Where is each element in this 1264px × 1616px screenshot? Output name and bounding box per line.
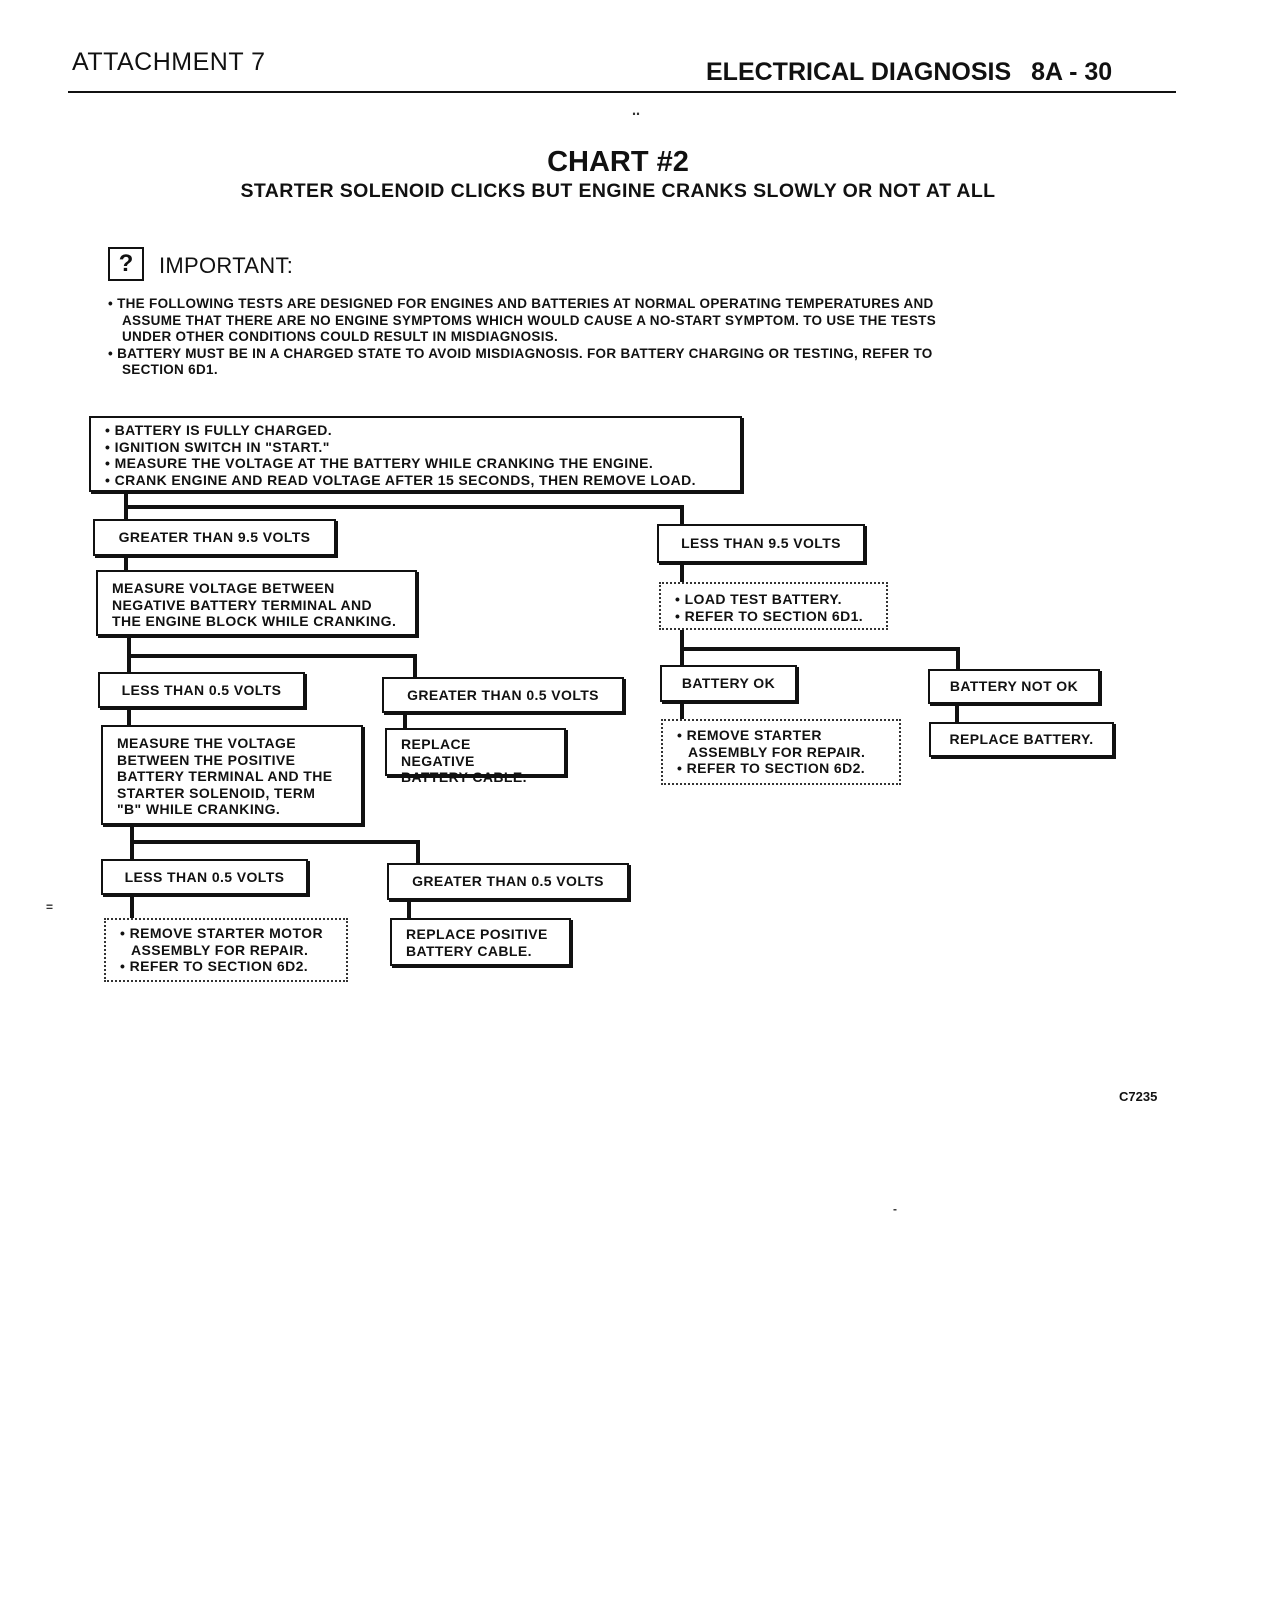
less-than-0-5-volts-box-a: LESS THAN 0.5 VOLTS — [98, 672, 305, 708]
important-notes — [108, 296, 988, 379]
box-text: MEASURE THE VOLTAGE BETWEEN THE POSITIVE BATTERY TERMINAL AND THE STARTER SOLENOID, TERM "B" WHILE CRANKING. — [117, 735, 333, 817]
box-text: REPLACE NEGATIVE BATTERY CABLE. — [401, 736, 527, 785]
less-than-9-5-volts-box: LESS THAN 9.5 VOLTS — [657, 524, 865, 563]
replace-negative-cable-box — [385, 728, 566, 785]
important-icon: ? — [108, 247, 144, 281]
condition-line: • CRANK ENGINE AND READ VOLTAGE AFTER 15 SECONDS, THEN REMOVE LOAD. — [105, 471, 696, 488]
measure-negative-terminal-box — [96, 570, 417, 636]
connector — [416, 840, 420, 865]
step-line: • REFER TO SECTION 6D1. — [675, 607, 864, 624]
step-line: • REMOVE STARTER MOTOR ASSEMBLY FOR REPAIR. — [120, 925, 323, 958]
greater-than-0-5-volts-box-a: GREATER THAN 0.5 VOLTS — [382, 677, 624, 713]
attachment-label: ATTACHMENT 7 — [72, 48, 266, 76]
speck-mark: - — [893, 1202, 897, 1216]
connector — [680, 647, 960, 651]
connector — [130, 895, 134, 919]
connector — [956, 647, 960, 671]
section-title: ELECTRICAL DIAGNOSIS — [706, 58, 1012, 86]
step-line: • LOAD TEST BATTERY. — [675, 591, 842, 607]
connector — [130, 840, 420, 844]
condition-line: • IGNITION SWITCH IN "START." — [105, 438, 330, 455]
box-text: MEASURE VOLTAGE BETWEEN NEGATIVE BATTERY TERMINAL AND THE ENGINE BLOCK WHILE CRANKING. — [112, 580, 397, 629]
important-note: • THE FOLLOWING TESTS ARE DESIGNED FOR ENGINES AND BATTERIES AT NORMAL OPERATING TEMPERATURES AND ASSUME THAT THERE ARE NO ENGINE SYMPTOMS WHICH WOULD CAUSE A NO-START SYMPTOM. TO USE THE TESTS UNDER OTHER CONDITIONS COULD RESULT IN MISDIAGNOSIS. — [108, 296, 937, 344]
measure-positive-terminal-box — [101, 725, 363, 825]
condition-line: • MEASURE THE VOLTAGE AT THE BATTERY WHILE CRANKING THE ENGINE. — [105, 455, 654, 471]
connector — [955, 704, 959, 722]
replace-battery-box: REPLACE BATTERY. — [929, 722, 1114, 757]
greater-than-9-5-volts-box: GREATER THAN 9.5 VOLTS — [93, 519, 336, 556]
condition-line: • BATTERY IS FULLY CHARGED. — [105, 422, 333, 438]
chart-subtitle: STARTER SOLENOID CLICKS BUT ENGINE CRANKS SLOWLY OR NOT AT ALL — [240, 180, 996, 202]
connector — [407, 900, 411, 920]
greater-than-0-5-volts-box-b: GREATER THAN 0.5 VOLTS — [387, 863, 629, 900]
connector — [127, 654, 417, 658]
section-header — [706, 58, 1112, 87]
important-label: IMPORTANT: — [159, 253, 294, 278]
important-note: • BATTERY MUST BE IN A CHARGED STATE TO AVOID MISDIAGNOSIS. FOR BATTERY CHARGING OR TESTING, REFER TO SECTION 6D1. — [108, 345, 933, 377]
remove-starter-assembly-box — [661, 719, 901, 785]
header-rule — [68, 91, 1176, 93]
battery-not-ok-box: BATTERY NOT OK — [928, 669, 1100, 704]
page-number: 8A - 30 — [1031, 58, 1113, 86]
load-test-battery-box — [659, 582, 888, 630]
step-line: • REFER TO SECTION 6D2. — [677, 760, 866, 776]
speck-mark: ‥ — [632, 104, 641, 118]
step-line: • REMOVE STARTER ASSEMBLY FOR REPAIR. — [677, 727, 866, 760]
box-text: REPLACE POSITIVE BATTERY CABLE. — [406, 926, 548, 959]
remove-starter-motor-box — [104, 918, 348, 982]
initial-conditions-box — [89, 416, 742, 492]
step-line: • REFER TO SECTION 6D2. — [120, 958, 309, 974]
battery-ok-box: BATTERY OK — [660, 665, 797, 702]
connector — [413, 654, 417, 678]
margin-mark: = — [46, 900, 54, 914]
chart-title: CHART #2 — [547, 146, 689, 178]
connector — [124, 505, 684, 509]
less-than-0-5-volts-box-b: LESS THAN 0.5 VOLTS — [101, 859, 308, 895]
connector — [403, 713, 407, 729]
figure-code: C7235 — [1119, 1089, 1158, 1104]
replace-positive-cable-box — [390, 918, 571, 966]
